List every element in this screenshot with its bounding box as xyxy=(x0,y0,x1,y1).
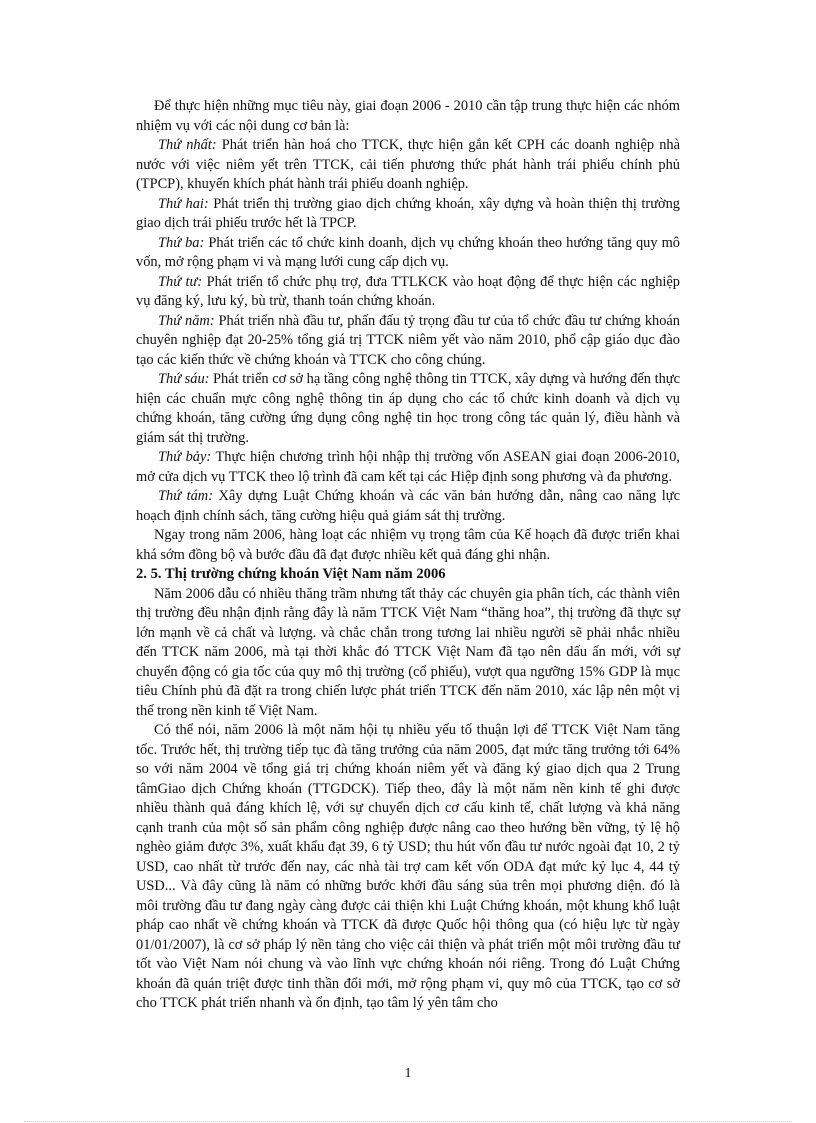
task-lead-1: Thứ nhất: xyxy=(158,137,217,153)
task-text-5: Phát triển nhà đầu tư, phấn đấu tỷ trọng đầu tư của tổ chức đầu tư chứng khoán chuyên nghiệp đạt 20-25% tổng giá trị TTCK niêm yết vào năm 2010, phổ cập giáo dục đào tạo các kiến thức về chứng khoán và TTCK cho công chúng. xyxy=(136,312,680,368)
task-item-4 xyxy=(136,273,680,312)
intro-paragraph: Để thực hiện những mục tiêu này, giai đoạn 2006 - 2010 cần tập trung thực hiện các nhóm nhiệm vụ với các nội dung cơ bản là: xyxy=(136,98,680,134)
task-item-2 xyxy=(136,195,680,234)
section-heading: 2. 5. Thị trường chứng khoán Việt Nam năm 2006 xyxy=(136,566,446,582)
task-item-1 xyxy=(136,136,680,195)
closing-paragraph: Ngay trong năm 2006, hàng loạt các nhiệm vụ trọng tâm của Kế hoạch đã được triển khai khá sớm đồng bộ và bước đầu đã đạt được nhiều kết quả đáng ghi nhận. xyxy=(136,527,680,563)
task-text-2: Phát triển thị trường giao dịch chứng khoán, xây dựng và hoàn thiện thị trường giao dịch trái phiếu trước hết là TPCP. xyxy=(136,195,681,231)
task-text-8: Xây dựng Luật Chứng khoán và các văn bản hướng dẫn, nâng cao năng lực hoạch định chính sách, tăng cường hiệu quả giám sát thị trường. xyxy=(136,488,680,524)
task-lead-5: Thứ năm: xyxy=(158,312,215,329)
section-paragraph-2: Có thể nói, năm 2006 là một năm hội tụ nhiều yếu tố thuận lợi để TTCK Việt Nam tăng tốc. Trước hết, thị trường tiếp tục đà tăng trưởng của năm 2005, đạt mức tăng trưởng tới 64% so với năm 2004 về tổng giá trị chứng khoán niêm yết và đăng ký giao dịch qua 2 Trung tâmGiao dịch Chứng khoán (TTGDCK). Tiếp theo, đây là một năm nền kinh tế ghi được nhiều thành quả đáng khích lệ, với sự chuyển dịch cơ cấu kinh tế, chất lượng và khả năng cạnh tranh của một số sản phẩm công nghiệp được nâng cao theo hướng bền vững, tỷ lệ hộ nghèo giảm được 3%, xuất khẩu đạt 39, 6 tỷ USD; thu hút vốn đầu tư nước ngoài đạt 10, 2 tỷ USD, cao nhất từ trước đến nay, các nhà tài trợ cam kết vốn ODA đạt mức kỷ lục 4, 44 tỷ USD... Và đây cũng là năm có những bước khởi đầu sáng sủa trên mọi phương diện. đó là môi trường đầu tư đang ngày càng được cải thiện khi Luật Chứng khoán, một khung khổ luật pháp cao nhất về chứng khoán và TTCK đã được Quốc hội thông qua (có hiệu lực từ ngày 01/01/2007), là cơ sở pháp lý nền tảng cho việc cải thiện và phát triển một môi trường đầu tư tốt vào Việt Nam nói chung và vào lĩnh vực chứng khoán nói riêng. Trong đó Luật Chứng khoán đã quán triệt được tinh thần đổi mới, mở rộng phạm vi, quy mô của TTCK, tạo cơ sở cho TTCK phát triển nhanh và ổn định, tạo tâm lý yên tâm cho xyxy=(136,722,680,1011)
task-text-3: Phát triển các tổ chức kinh doanh, dịch vụ chứng khoán theo hướng tăng quy mô vốn, mở rộng phạm vi và mạng lưới cung cấp dịch vụ. xyxy=(136,234,681,270)
page-bottom-divider xyxy=(24,1121,792,1122)
task-text-6: Phát triển cơ sở hạ tầng công nghệ thông tin TTCK, xây dựng và hướng đến thực hiện các chuẩn mực công nghệ thông tin áp dụng cho các tổ chức kinh doanh và dịch vụ chứng khoán, tăng cường ứng dụng công nghệ tin học trong công tác quản lý, điều hành và giám sát thị trường. xyxy=(136,371,680,446)
task-lead-8: Thứ tám: xyxy=(158,488,213,504)
task-item-5 xyxy=(136,312,680,371)
task-lead-4: Thứ tư: xyxy=(158,273,203,290)
task-text-7: Thực hiện chương trình hội nhập thị trường vốn ASEAN giai đoạn 2006-2010, mở cửa dịch vụ TTCK theo lộ trình đã cam kết tại các Hiệp định song phương và đa phương. xyxy=(136,449,680,485)
task-lead-3: Thứ ba: xyxy=(158,234,205,251)
task-lead-6: Thứ sáu: xyxy=(158,371,210,387)
task-item-7 xyxy=(136,448,680,487)
task-item-8 xyxy=(136,487,680,526)
page-body xyxy=(136,97,680,1014)
task-lead-7: Thứ bảy: xyxy=(158,449,212,465)
task-item-3 xyxy=(136,234,680,273)
task-lead-2: Thứ hai: xyxy=(158,195,209,212)
task-text-4: Phát triển tổ chức phụ trợ, đưa TTLKCK vào hoạt động để thực hiện các nghiệp vụ đăng ký, lưu ký, bù trừ, thanh toán chứng khoán. xyxy=(136,273,680,309)
task-item-6 xyxy=(136,370,680,448)
task-text-1: Phát triển hàn hoá cho TTCK, thực hiện gắn kết CPH các doanh nghiệp nhà nước với việc niêm yết trên TTCK, cải tiến phương thức phát hành trái phiếu chính phủ (TPCP), khuyến khích phát hành trái phiếu doanh nghiệp. xyxy=(136,137,680,192)
section-paragraph-1: Năm 2006 dẫu có nhiều thăng trầm nhưng tất thảy các chuyên gia phân tích, các thành viên thị trường đều nhận định rằng đây là năm TTCK Việt Nam “thăng hoa”, thị trường đã thực sự lớn mạnh về cả chất và lượng. và chắc chắn trong tương lai nhiều người sẽ phải nhắc nhiều đến TTCK năm 2006, mà tại thời khắc đó TTCK Việt Nam đã tạo nên dấu ấn mới, với sự chuyển động có gia tốc của quy mô thị trường (cổ phiếu), vượt qua ngưỡng 15% GDP là mục tiêu Chính phủ đã đặt ra trong chiến lược phát triển TTCK đến năm 2010, xác lập nên một vị thế trong nền kinh tế Việt Nam. xyxy=(136,585,680,719)
page-number: 1 xyxy=(404,1066,412,1081)
